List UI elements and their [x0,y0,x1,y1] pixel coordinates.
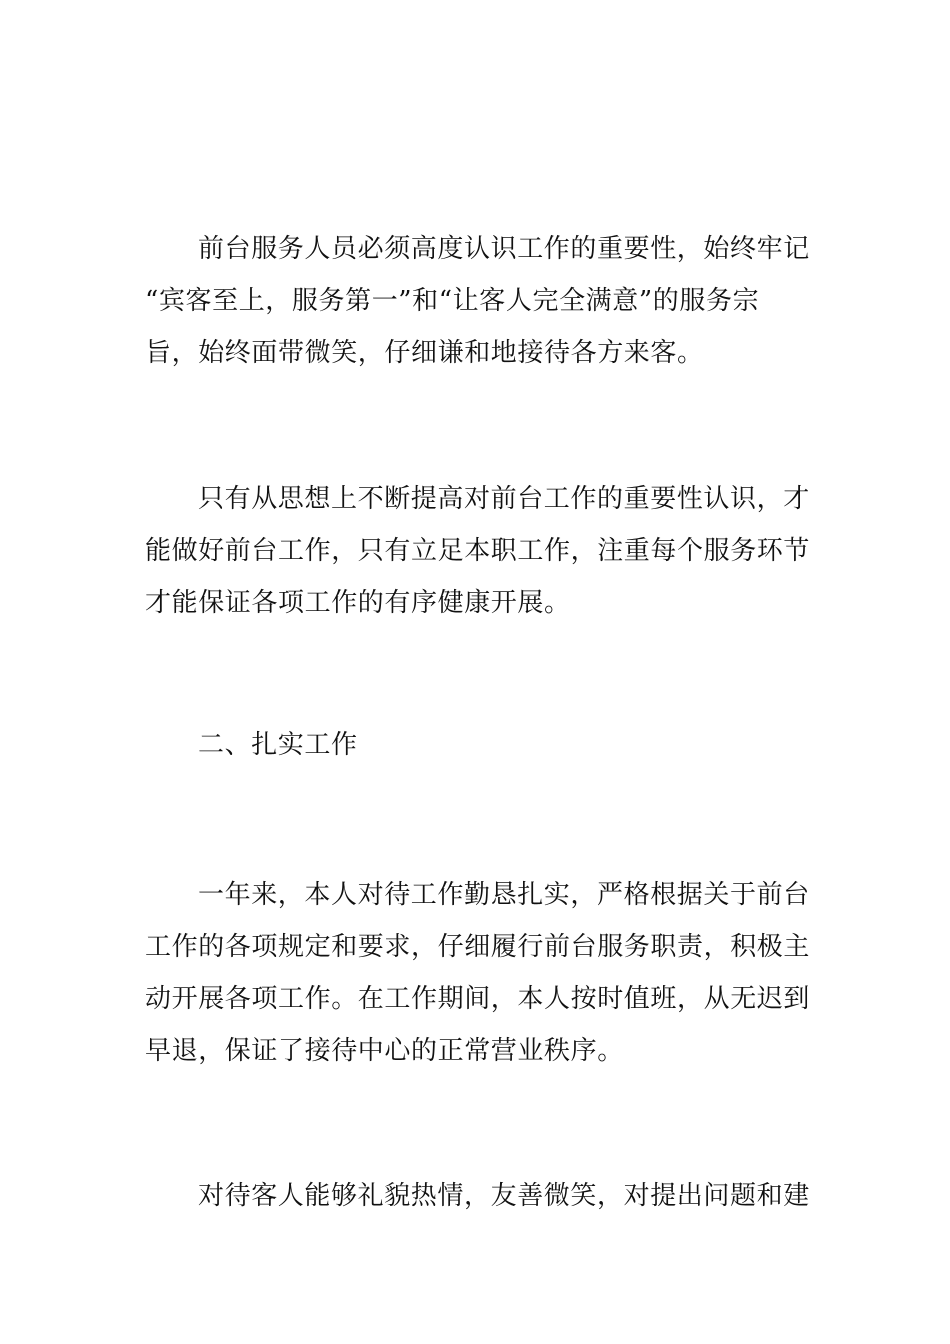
paragraph-line: 才能保证各项工作的有序健康开展。 [145,588,571,618]
paragraph-line: 前台服务人员必须高度认识工作的重要性，始终牢记 [198,234,810,264]
paragraph-guest-treatment [145,1170,810,1222]
paragraph-line: 对待客人能够礼貌热情，友善微笑，对提出问题和建 [198,1181,810,1211]
paragraph-line: 能做好前台工作，只有立足本职工作，注重每个服务环节 [145,536,811,566]
paragraph-line: 一年来，本人对待工作勤恳扎实，严格根据关于前台 [198,880,810,910]
paragraph-line: “宾客至上，服务第一”和“让客人完全满意”的服务宗 [145,286,760,316]
paragraph-service-purpose [145,223,810,379]
paragraph-line: 早退，保证了接待中心的正常营业秩序。 [145,1036,624,1066]
paragraph-year-review [145,869,810,1077]
paragraph-line: 动开展各项工作。在工作期间，本人按时值班，从无迟到 [145,984,811,1014]
paragraph-line: 旨，始终面带微笑，仔细谦和地接待各方来客。 [145,338,704,368]
paragraph-line: 工作的各项规定和要求，仔细履行前台服务职责，积极主 [145,932,811,962]
section-heading [145,719,810,771]
paragraph-importance [145,473,810,629]
section-heading-text: 二、扎实工作 [198,730,358,760]
paragraph-line: 只有从思想上不断提高对前台工作的重要性认识，才 [198,484,810,514]
